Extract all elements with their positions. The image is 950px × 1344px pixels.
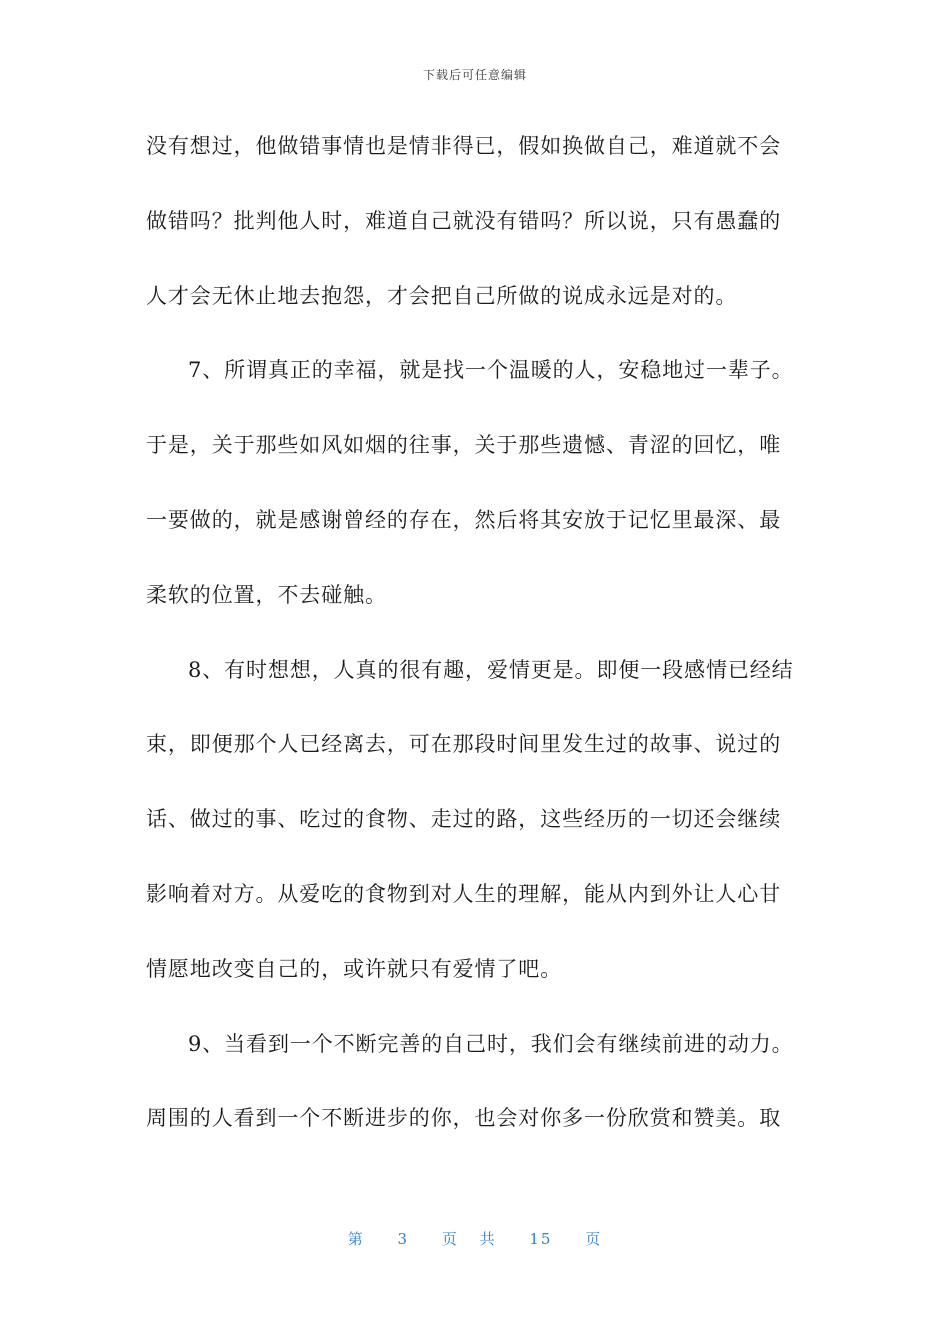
text-line: 话、做过的事、吃过的食物、走过的路，这些经历的一切还会继续 <box>146 807 782 832</box>
text-line: 影响着对方。从爱吃的食物到对人生的理解，能从内到外让人心甘 <box>146 881 782 906</box>
footer-middle: 页 共 <box>441 1230 497 1248</box>
text-line: 一要做的，就是感谢曾经的存在，然后将其安放于记忆里最深、最 <box>146 507 782 532</box>
footer-total-pages: 15 <box>529 1230 553 1248</box>
text-line: 周围的人看到一个不断进步的你，也会对你多一份欣赏和赞美。取 <box>146 1106 782 1131</box>
text-line: 9、当看到一个不断完善的自己时，我们会有继续前进的动力。 <box>188 1031 794 1056</box>
text-line: 8、有时想想，人真的很有趣，爱情更是。即便一段感情已经结 <box>188 657 794 682</box>
text-line: 没有想过，他做错事情也是情非得已，假如换做自己，难道就不会 <box>146 134 782 158</box>
text-line: 于是，关于那些如风如烟的往事，关于那些遗憾、青涩的回忆，唯 <box>146 433 782 458</box>
text-line: 束，即便那个人已经离去，可在那段时间里发生过的故事、说过的 <box>146 732 782 757</box>
page-header: 下载后可任意编辑 <box>422 68 527 82</box>
document-body <box>146 128 806 1175</box>
footer-prefix: 第 <box>347 1230 365 1248</box>
text-line: 做错吗？批判他人时，难道自己就没有错吗？所以说，只有愚蠢的 <box>146 208 782 233</box>
text-line: 情愿地改变自己的，或许就只有爱情了吧。 <box>146 956 563 981</box>
page-footer <box>0 1228 950 1249</box>
text-line: 柔软的位置，不去碰触。 <box>146 582 387 607</box>
text-line: 7、所谓真正的幸福，就是找一个温暖的人，安稳地过一辈子。 <box>188 358 794 383</box>
footer-current-page: 3 <box>397 1230 410 1248</box>
footer-suffix: 页 <box>585 1230 603 1248</box>
text-line: 人才会无休止地去抱怨，才会把自己所做的说成永远是对的。 <box>146 283 738 308</box>
